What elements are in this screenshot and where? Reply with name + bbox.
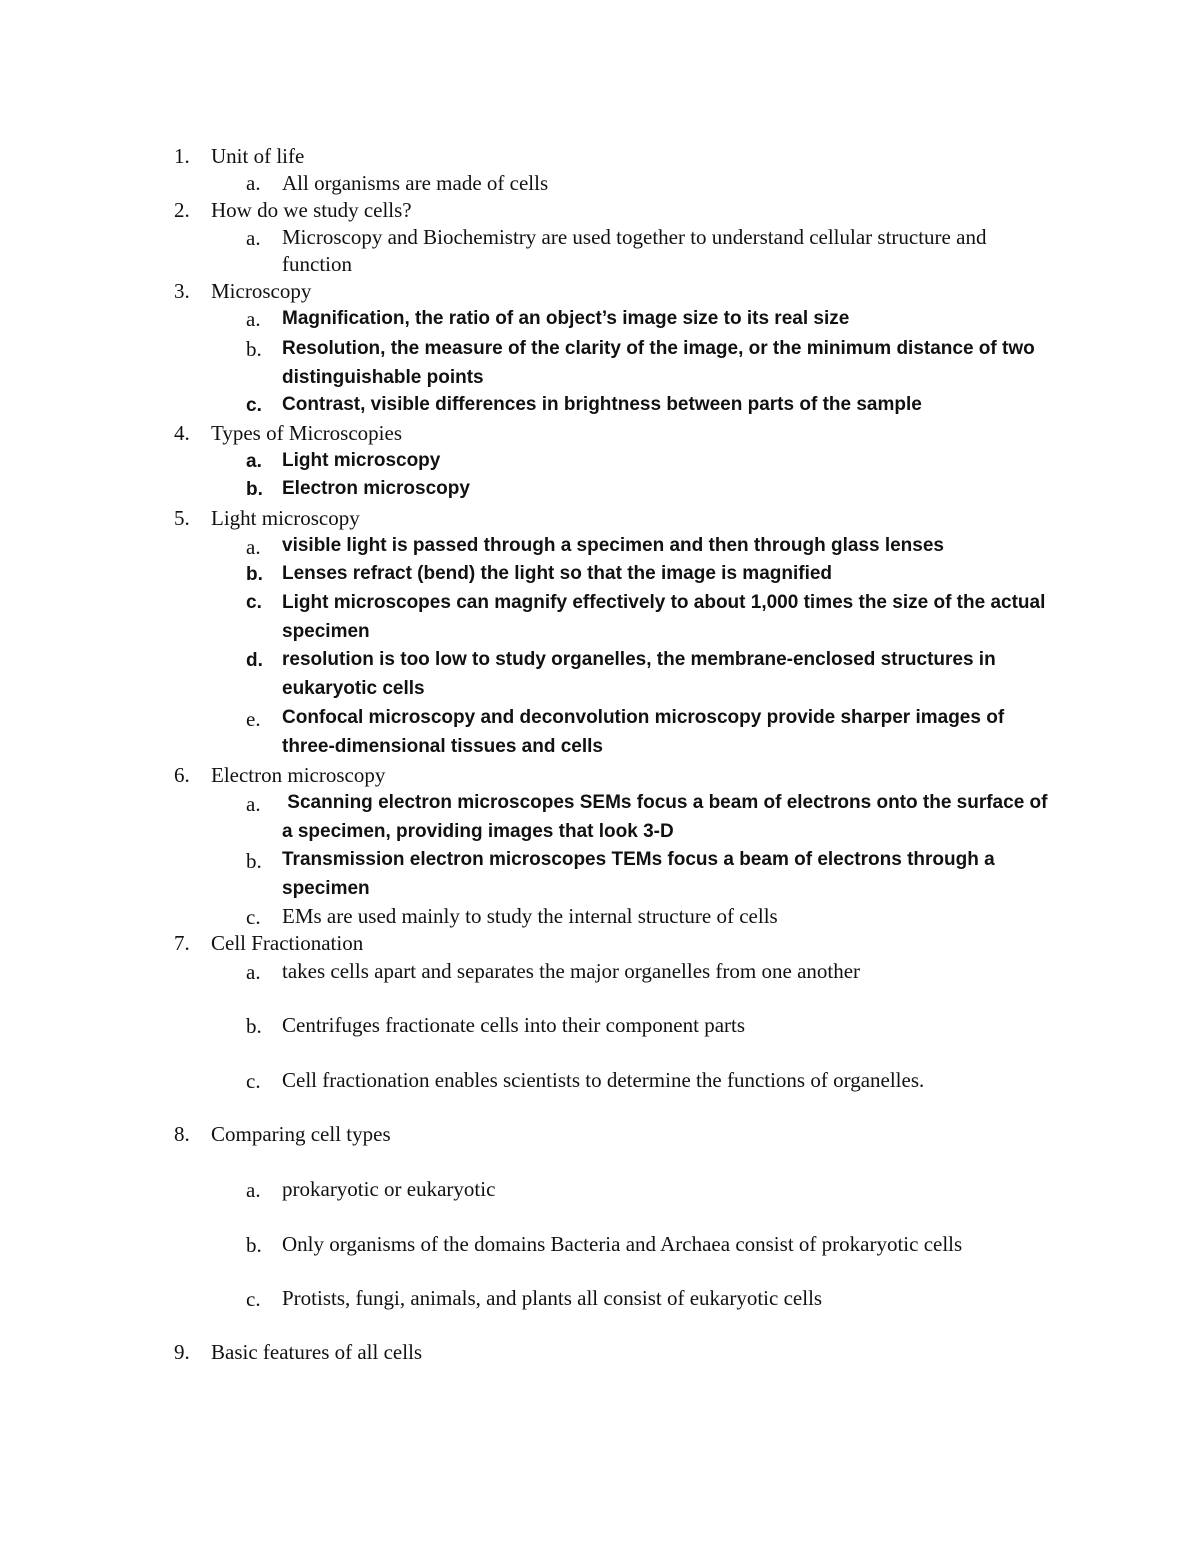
sub-letter: c. <box>246 905 261 929</box>
sub-letter: b. <box>246 564 263 585</box>
sub-letter: a. <box>246 171 261 195</box>
item-title: Types of Microscopies <box>211 421 402 445</box>
sub-text: Confocal microscopy and deconvolution microscopy provide sharper images of three-dimensional tissues and cells <box>282 707 1005 757</box>
sub-text: visible light is passed through a specimen and then through glass lenses <box>282 535 944 556</box>
sub-letter: a. <box>246 451 262 472</box>
sub-text: Magnification, the ratio of an object’s image size to its real size <box>282 308 850 329</box>
sub-text: All organisms are made of cells <box>282 171 549 195</box>
sub-letter: b. <box>246 1233 262 1257</box>
sub-text: Resolution, the measure of the clarity of the image, or the minimum distance of two distinguishable points <box>282 338 1035 388</box>
item-title: Microscopy <box>211 279 312 303</box>
item-number: 3. <box>174 279 190 303</box>
sub-letter: a. <box>246 960 261 984</box>
sub-letter: c. <box>246 1287 261 1311</box>
sub-text: takes cells apart and separates the major organelles from one another <box>282 959 861 983</box>
sub-text: Light microscopy <box>282 450 441 471</box>
sub-letter: a. <box>246 1178 261 1202</box>
sub-text: Centrifuges fractionate cells into their component parts <box>282 1013 746 1037</box>
sub-text: Light microscopes can magnify effectively to about 1,000 times the size of the actual specimen <box>282 592 1046 642</box>
sub-letter: a. <box>246 307 261 331</box>
sub-text: Scanning electron microscopes SEMs focus a beam of electrons onto the surface of a specimen, providing images that look 3-D <box>282 792 1053 842</box>
sub-letter: b. <box>246 337 262 361</box>
item-number: 9. <box>174 1340 190 1364</box>
sub-text: Lenses refract (bend) the light so that the image is magnified <box>282 563 833 584</box>
sub-letter: c. <box>246 592 262 613</box>
item-title: Light microscopy <box>211 506 360 530</box>
sub-letter: e. <box>246 707 261 731</box>
item-title: Unit of life <box>211 144 305 168</box>
sub-text: Microscopy and Biochemistry are used together to understand cellular structure and function <box>282 225 987 276</box>
item-number: 6. <box>174 763 190 787</box>
item-number: 7. <box>174 931 190 955</box>
item-number: 1. <box>174 144 190 168</box>
item-number: 4. <box>174 421 190 445</box>
item-title: Electron microscopy <box>211 763 386 787</box>
sub-letter: c. <box>246 395 262 416</box>
sub-text: Only organisms of the domains Bacteria and Archaea consist of prokaryotic cells <box>282 1232 963 1256</box>
sub-letter: b. <box>246 849 262 873</box>
sub-letter: a. <box>246 535 261 559</box>
sub-letter: d. <box>246 650 263 671</box>
sub-text: EMs are used mainly to study the internal structure of cells <box>282 904 778 928</box>
sub-text: Cell fractionation enables scientists to determine the functions of organelles. <box>282 1068 925 1092</box>
item-title: Comparing cell types <box>211 1122 391 1146</box>
item-title: How do we study cells? <box>211 198 412 222</box>
sub-text: prokaryotic or eukaryotic <box>282 1177 496 1201</box>
sub-letter: b. <box>246 479 263 500</box>
item-number: 2. <box>174 198 190 222</box>
sub-letter: a. <box>246 226 261 250</box>
sub-text: resolution is too low to study organelles, the membrane-enclosed structures in eukaryotic cells <box>282 649 996 699</box>
item-number: 8. <box>174 1122 190 1146</box>
item-number: 5. <box>174 506 190 530</box>
sub-letter: c. <box>246 1069 261 1093</box>
sub-text: Transmission electron microscopes TEMs focus a beam of electrons through a specimen <box>282 849 995 899</box>
item-title: Basic features of all cells <box>211 1340 423 1364</box>
item-title: Cell Fractionation <box>211 931 364 955</box>
sub-letter: a. <box>246 792 261 816</box>
sub-text: Electron microscopy <box>282 478 470 499</box>
sub-text: Contrast, visible differences in brightness between parts of the sample <box>282 394 922 415</box>
sub-letter: b. <box>246 1014 262 1038</box>
sub-text: Protists, fungi, animals, and plants all consist of eukaryotic cells <box>282 1286 823 1310</box>
